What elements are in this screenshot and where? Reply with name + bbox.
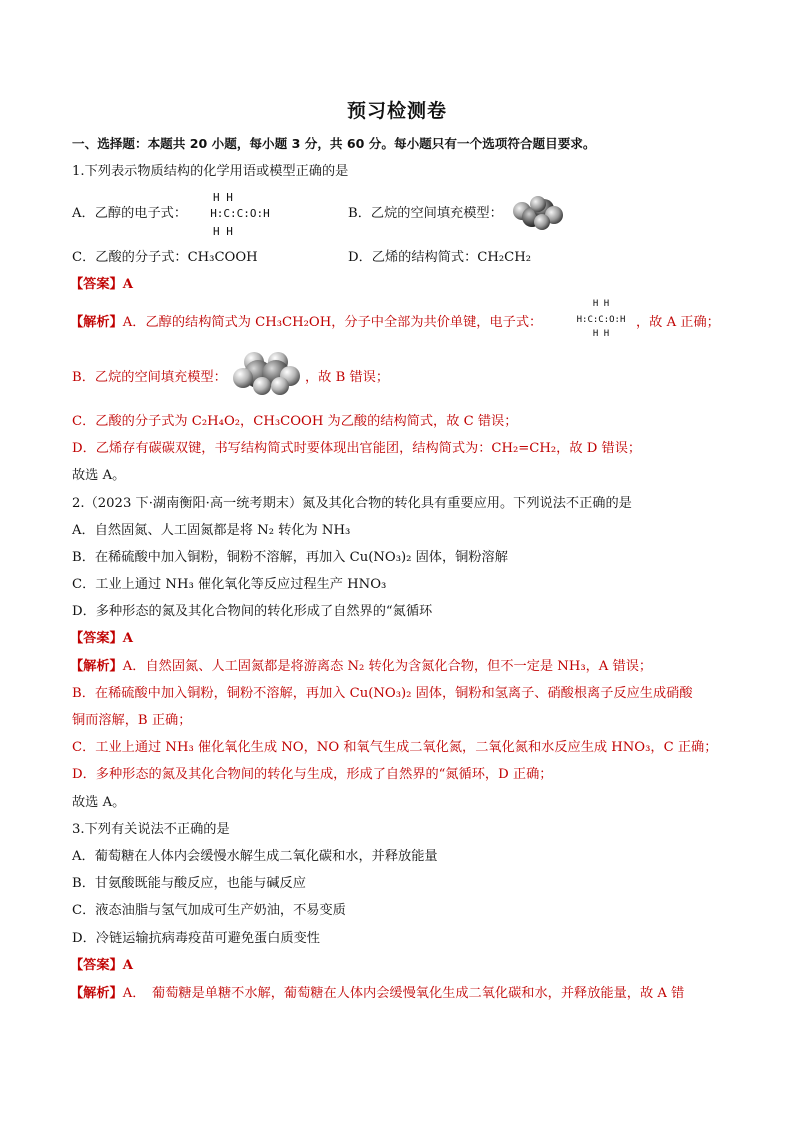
q1-analysis-tag: 【解析】	[70, 315, 123, 330]
q2-analysis-tag: 【解析】	[70, 659, 123, 674]
q3-option-b: B．甘氨酸既能与酸反应，也能与碱反应	[72, 876, 306, 891]
section-heading: 一、选择题：本题共 20 小题，每小题 3 分，共 60 分。每小题只有一个选项符合题目要求。	[72, 136, 596, 151]
q3-answer-tag: 【答案】	[70, 958, 123, 973]
q2-option-a: A．自然固氮、人工固氮都是将 N₂ 转化为 NH₃	[72, 523, 351, 538]
q2-answer	[70, 629, 133, 649]
q1-option-b-label: B．乙烷的空间填充模型：	[348, 206, 503, 221]
q1-analysis-b-end: ，故 B 错误；	[305, 370, 390, 385]
q1-analysis-d: D．乙烯存有碳碳双键，书写结构简式时要体现出官能团，结构简式为：CH₂=CH₂，故 D 错误；	[72, 441, 642, 456]
q2-analysis-b-line2: 铜而溶解，B 正确；	[72, 713, 192, 728]
ethane-model-icon	[512, 195, 564, 231]
q1-option-d	[348, 248, 531, 268]
q3-analysis-tag: 【解析】	[70, 986, 123, 1001]
q1-answer-tag: 【答案】	[70, 277, 123, 292]
q1-stem: 1.下列表示物质结构的化学用语或模型正确的是	[72, 164, 349, 179]
q1-analysis-a-text: A．乙醇的结构简式为 CH₃CH₂OH，分子中全部为共价单键，电子式：	[122, 315, 543, 330]
q1-answer	[70, 275, 133, 295]
q3-answer-value: A	[122, 958, 133, 973]
q1-analysis-b-text: B．乙烷的空间填充模型：	[72, 370, 227, 385]
electron-h-bottom: H H	[213, 225, 233, 238]
q2-analysis-a-text: A．自然固氮、人工固氮都是将游离态 N₂ 转化为含氮化合物，但不一定是 NH₃，A 错误；	[122, 659, 653, 674]
q3-option-d: D．冷链运输抗病毒疫苗可避免蛋白质变性	[72, 931, 320, 946]
page-title: 预习检测卷	[346, 100, 447, 122]
q3-analysis-a	[70, 984, 684, 1004]
q1-analysis-electron-top: H H	[592, 299, 610, 309]
q1-option-c-formula: CH₃COOH	[187, 250, 258, 265]
q2-conclusion: 故选 A。	[72, 795, 126, 810]
q2-stem: 2.（2023 下·湖南衡阳·高一统考期末）氮及其化合物的转化具有重要应用。下列说法不正确的是	[72, 496, 632, 511]
q2-option-d: D．多种形态的氮及其化合物间的转化形成了自然界的“氮循环	[72, 604, 433, 619]
q3-stem: 3.下列有关说法不正确的是	[72, 822, 230, 837]
q2-answer-value: A	[122, 631, 133, 646]
q1-analysis-electron-bottom: H H	[592, 329, 610, 339]
q2-analysis-c: C．工业上通过 NH₃ 催化氧化生成 NO，NO 和氧气生成二氧化氮，二氧化氮和水反应生成 HNO₃，C 正确；	[72, 740, 718, 755]
q2-answer-tag: 【答案】	[70, 631, 123, 646]
ethane-model-large-icon	[232, 350, 302, 396]
q3-analysis-a-text: A． 葡萄糖是单糖不水解，葡萄糖在人体内会缓慢氧化生成二氧化碳和水，并释放能量，故 A 错	[122, 986, 685, 1001]
q1-option-b	[348, 204, 503, 224]
q1-answer-value: A	[122, 277, 133, 292]
q1-option-a-label: A．乙醇的电子式：	[72, 206, 188, 221]
q1-option-a	[72, 204, 187, 224]
q1-analysis-b	[72, 368, 227, 388]
q1-option-c	[72, 248, 258, 268]
q3-answer	[70, 956, 133, 976]
q1-analysis-c: C．乙酸的分子式为 C₂H₄O₂，CH₃COOH 为乙酸的结构简式，故 C 错误；	[72, 414, 518, 429]
q3-option-c: C．液态油脂与氢气加成可生产奶油，不易变质	[72, 903, 346, 918]
q2-option-c: C．工业上通过 NH₃ 催化氧化等反应过程生产 HNO₃	[72, 577, 387, 592]
q2-analysis-d: D．多种形态的氮及其化合物间的转化与生成，形成了自然界的“氮循环，D 正确；	[72, 767, 553, 782]
electron-h-top: H H	[213, 191, 233, 204]
q2-option-b: B．在稀硫酸中加入铜粉，铜粉不溶解，再加入 Cu(NO₃)₂ 固体，铜粉溶解	[72, 550, 508, 565]
q1-electron-formula: H:C:C:O:H	[210, 207, 270, 220]
q1-analysis-electron-formula: H:C:C:O:H	[576, 315, 626, 325]
q1-option-d-label: D．乙烯的结构简式：	[348, 250, 478, 265]
q1-option-d-formula: CH₂CH₂	[477, 250, 532, 265]
q1-option-c-label: C．乙酸的分子式：	[72, 250, 188, 265]
q1-conclusion: 故选 A。	[72, 468, 126, 483]
q1-analysis-a-end: ，故 A 正确；	[636, 315, 720, 330]
q3-option-a: A．葡萄糖在人体内会缓慢水解生成二氧化碳和水，并释放能量	[72, 849, 438, 864]
q2-analysis-a	[70, 657, 652, 677]
q2-analysis-b-line1: B．在稀硫酸中加入铜粉，铜粉不溶解，再加入 Cu(NO₃)₂ 固体，铜粉和氢离子、硝酸根离子反应生成硝酸	[72, 686, 693, 701]
q1-analysis-a	[70, 313, 542, 333]
